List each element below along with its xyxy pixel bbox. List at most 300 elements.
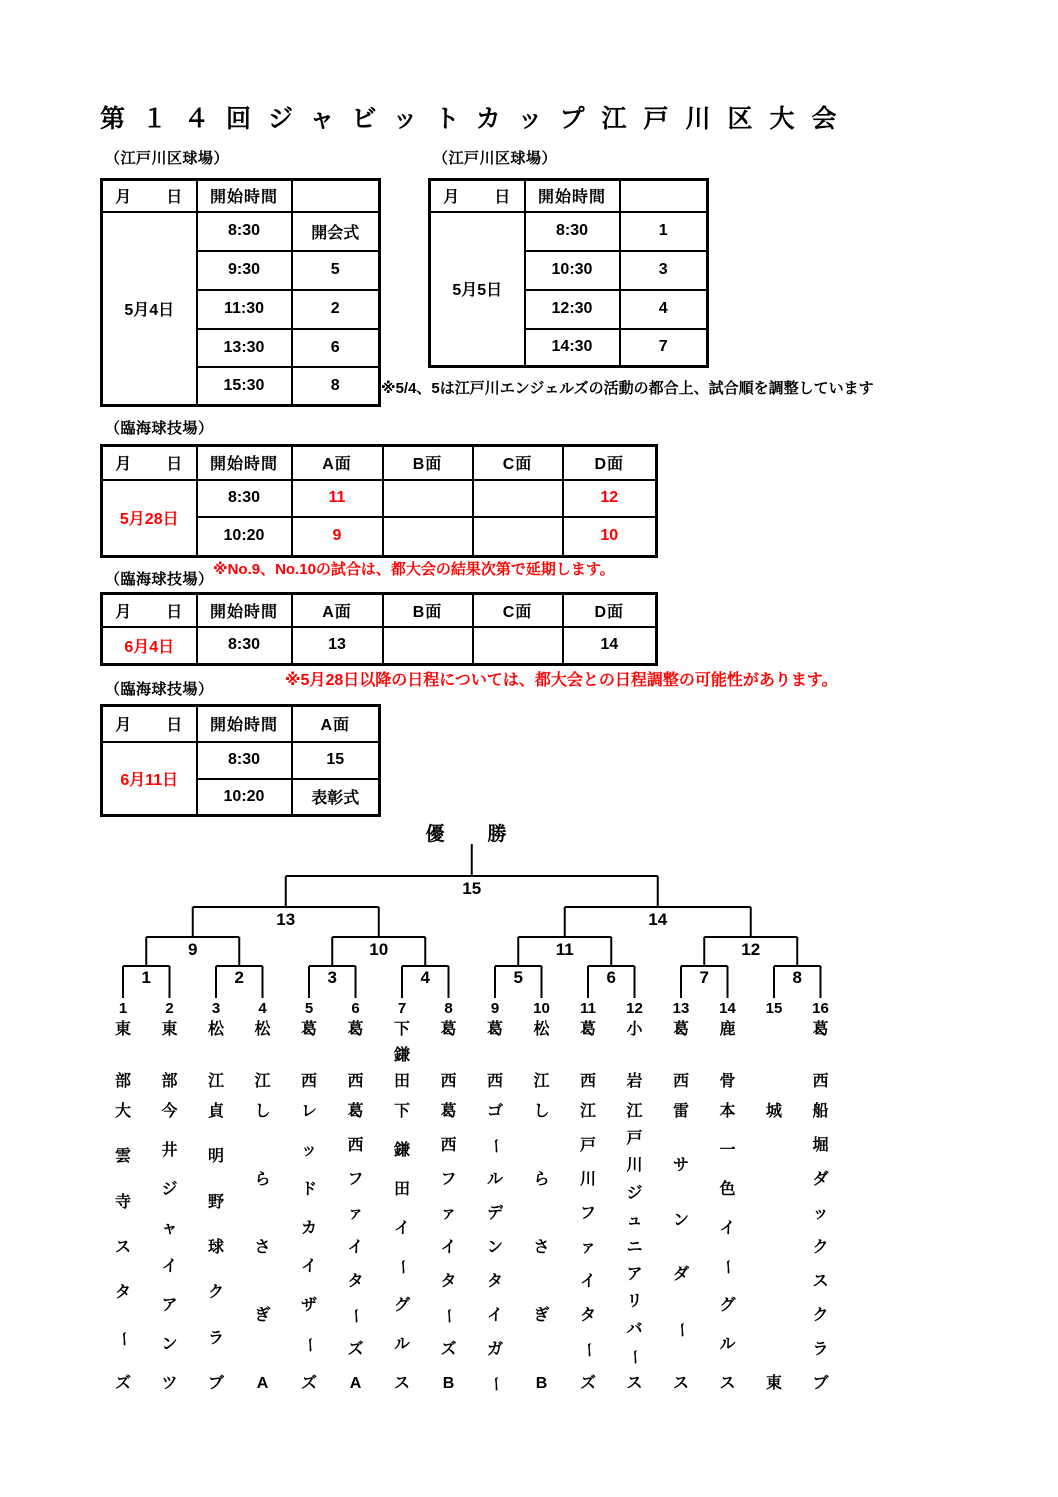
slot-number: 12 [626, 1000, 643, 1017]
team-name [624, 1104, 646, 1392]
team-name-char: ガ [486, 1341, 503, 1358]
team-name-char: 船 [812, 1103, 829, 1120]
team-name-char: ス [393, 1374, 410, 1392]
table-row [102, 480, 657, 517]
schedule-table-1 [100, 178, 381, 407]
game-number-cell: 表彰式 [292, 779, 380, 816]
column-header: D面 [563, 594, 657, 627]
team-name-char: A [256, 1375, 269, 1392]
team-name-char: 江 [533, 1073, 550, 1090]
team-region [252, 1022, 274, 1090]
team-name-char: 江 [579, 1103, 596, 1120]
team-name-char: 井 [161, 1141, 178, 1159]
team-name-char: ズ [114, 1374, 131, 1392]
team-name-char: 葛 [440, 1103, 457, 1120]
team-name-char: 鎌 [393, 1047, 410, 1064]
team-name-char: 葛 [812, 1021, 829, 1038]
match-number-semifinal: 14 [648, 910, 668, 929]
team-name [484, 1104, 506, 1392]
team-name-char: ァ [347, 1205, 364, 1222]
team-name-char: ツ [161, 1374, 178, 1392]
team-name-char: ー [486, 1375, 504, 1393]
match-number-round1: 3 [327, 968, 337, 987]
column-header [292, 180, 380, 212]
team-name-char: 川 [579, 1171, 596, 1188]
match-number-quarterfinal: 10 [369, 940, 389, 959]
team-name-char: サ [672, 1157, 689, 1175]
slot-number: 3 [211, 1000, 221, 1017]
team-name [717, 1104, 739, 1392]
team-name-char: 堀 [812, 1137, 829, 1154]
team-name [438, 1104, 460, 1392]
game-number-cell: 13 [292, 627, 383, 665]
team-name-char: ゴ [486, 1103, 503, 1120]
team-name-char: タ [486, 1273, 503, 1290]
team-name [159, 1104, 181, 1392]
team-name-char: ア [626, 1266, 643, 1284]
game-number-cell [383, 627, 473, 665]
team-name-char: 葛 [672, 1021, 689, 1038]
team-name-char: ッ [300, 1141, 317, 1159]
team-name-char: ァ [579, 1239, 596, 1256]
column-header: 月 日 [102, 706, 197, 742]
team-name-char: 西 [579, 1073, 596, 1090]
game-number-cell: 14 [563, 627, 657, 665]
slot-number: 10 [533, 1000, 550, 1017]
game-number-cell: 10 [563, 517, 657, 557]
team-name-char: カ [300, 1219, 317, 1237]
team-name-char: ュ [626, 1211, 643, 1229]
game-number-cell [473, 627, 563, 665]
team-name-char: 松 [533, 1021, 550, 1038]
venue-label-5: （臨海球技場） [105, 681, 214, 698]
team-name-char: イ [161, 1258, 178, 1276]
team-name-char: デ [486, 1205, 503, 1222]
team-name-char: 野 [207, 1193, 224, 1211]
team-name-char: イ [393, 1219, 410, 1237]
time-cell: 11:30 [197, 290, 292, 329]
team-name-char: ぎ [254, 1307, 271, 1324]
time-cell: 8:30 [525, 212, 620, 251]
team-name-char: 西 [347, 1137, 364, 1154]
slot-number: 6 [351, 1000, 360, 1017]
match-number-round1: 8 [792, 968, 802, 987]
team-name-char: タ [347, 1273, 364, 1290]
team-name-char: ズ [440, 1341, 457, 1358]
team-name-char: タ [440, 1273, 457, 1290]
team-name-char: イ [440, 1239, 457, 1256]
game-number-cell: 11 [292, 480, 383, 517]
time-cell: 13:30 [197, 329, 292, 367]
column-header: 月 日 [102, 446, 197, 480]
team-name-char: 西 [486, 1073, 503, 1090]
team-name-char: 江 [254, 1073, 271, 1090]
slot-number: 2 [165, 1000, 174, 1017]
team-name-char: 大 [114, 1103, 131, 1120]
game-number-cell [383, 517, 473, 557]
team-name-char: ら [533, 1171, 550, 1188]
team-name-char: 西 [812, 1073, 829, 1090]
team-name-char: ク [812, 1307, 829, 1324]
team-name-char: 骨 [719, 1073, 736, 1090]
team-name [205, 1104, 227, 1392]
team-name-char: ー [579, 1341, 597, 1359]
game-number-cell: 8 [292, 367, 380, 406]
team-name-char: ー [719, 1259, 737, 1276]
team-name [531, 1104, 553, 1392]
team-name-char: 下 [393, 1021, 410, 1038]
team-name-char: 一 [719, 1141, 736, 1159]
table-row [102, 627, 657, 665]
match-number-round1: 6 [606, 968, 616, 987]
column-header: C面 [473, 594, 563, 627]
slot-number: 9 [490, 1000, 500, 1017]
team-name-char: ら [254, 1171, 271, 1188]
team-name-char: ダ [812, 1171, 829, 1188]
table-row [102, 742, 380, 779]
team-name-char: 本 [719, 1103, 736, 1120]
team-name-char: ン [161, 1336, 178, 1354]
team-name-char: タ [579, 1307, 596, 1324]
table-header-row [102, 706, 380, 742]
match-number-quarterfinal: 9 [188, 940, 198, 959]
team-name-char: 戸 [579, 1137, 596, 1154]
column-header: B面 [383, 594, 473, 627]
team-name-char: 田 [393, 1180, 410, 1198]
team-name-char: タ [114, 1284, 131, 1302]
team-name-char: ス [114, 1238, 131, 1256]
team-name-char: 色 [719, 1180, 736, 1198]
time-cell: 10:20 [197, 517, 292, 557]
team-name-char: ド [300, 1180, 317, 1198]
venue-label-2: （江戸川区球場） [433, 150, 558, 167]
time-cell: 8:30 [197, 480, 292, 517]
team-region [484, 1022, 506, 1090]
game-number-cell: 4 [620, 290, 708, 329]
team-name [252, 1104, 274, 1392]
team-name-char: ァ [440, 1205, 457, 1222]
schedule-table-5 [100, 704, 381, 817]
match-number-final: 15 [462, 879, 482, 898]
team-name-char: ー [300, 1337, 318, 1354]
date-cell: 6月4日 [102, 627, 197, 665]
team-region [717, 1022, 739, 1090]
venue-label-3: （臨海球技場） [105, 420, 214, 437]
team-name [391, 1104, 413, 1392]
team-name-char: 岩 [626, 1073, 643, 1090]
table-row [430, 212, 708, 251]
team-name-char: し [254, 1103, 271, 1120]
team-name-char: 鎌 [393, 1141, 410, 1159]
team-name-char: ー [393, 1259, 411, 1276]
schedule-table-3 [100, 444, 658, 558]
team-name-char: イ [347, 1239, 364, 1256]
schedule-table-2 [428, 178, 709, 368]
schedule-table-4 [100, 592, 658, 666]
time-cell: 10:30 [525, 251, 620, 290]
team-name-char: 球 [207, 1238, 224, 1256]
team-name-char: ス [719, 1374, 736, 1392]
match-number-round1: 4 [420, 968, 430, 987]
team-name-char: 城 [765, 1103, 782, 1120]
team-name-char: 雷 [672, 1103, 689, 1120]
time-cell: 9:30 [197, 251, 292, 290]
team-name-char: ー [672, 1321, 690, 1338]
team-name [763, 1104, 785, 1392]
team-name-char: ー [114, 1330, 132, 1347]
team-name-char: リ [626, 1293, 643, 1311]
team-name-char: ル [393, 1336, 410, 1354]
team-name-char: 今 [161, 1103, 178, 1120]
column-header [620, 180, 708, 212]
time-cell: 8:30 [197, 212, 292, 251]
team-name [670, 1104, 692, 1392]
slot-number: 4 [258, 1000, 267, 1017]
game-number-cell: 5 [292, 251, 380, 290]
team-name-char: 東 [161, 1021, 178, 1038]
team-name-char: 葛 [440, 1021, 457, 1038]
column-header: D面 [563, 446, 657, 480]
team-region [670, 1022, 692, 1090]
time-cell: 14:30 [525, 329, 620, 367]
team-name-char: 川 [626, 1157, 643, 1175]
team-name-char: 葛 [300, 1021, 317, 1038]
team-name-char: ス [626, 1374, 643, 1392]
team-name-char: 江 [207, 1073, 224, 1090]
team-name [810, 1104, 832, 1392]
team-name-char: 小 [626, 1021, 643, 1038]
team-name-char: バ [626, 1320, 643, 1338]
team-name-char: 明 [207, 1148, 224, 1166]
slot-number: 7 [397, 1000, 407, 1017]
time-cell: 10:20 [197, 779, 292, 816]
team-region [624, 1022, 646, 1090]
team-name-char: ブ [207, 1374, 224, 1392]
team-name-char: ャ [161, 1219, 178, 1237]
game-number-cell: 7 [620, 329, 708, 367]
page-title: 第１４回ジャビットカップ江戸川区大会 [100, 105, 854, 133]
team-region [345, 1022, 367, 1090]
note-schedule-adjust: ※5月28日以降の日程については、都大会との日程調整の可能性があります。 [285, 672, 838, 689]
team-name-char: さ [533, 1239, 550, 1256]
slot-number: 1 [118, 1000, 128, 1017]
team-name-char: 田 [393, 1073, 410, 1090]
team-name-char: 東 [114, 1021, 131, 1038]
team-name-char: イ [486, 1307, 503, 1324]
team-name-char: ダ [672, 1266, 689, 1284]
team-region [577, 1022, 599, 1090]
team-name-char: 葛 [486, 1021, 503, 1038]
column-header: 月 日 [102, 180, 197, 212]
team-name-char: ブ [812, 1375, 829, 1392]
team-name-char: グ [719, 1297, 736, 1315]
game-number-cell: 1 [620, 212, 708, 251]
team-name-char: 寺 [114, 1193, 131, 1211]
team-region [205, 1022, 227, 1090]
team-name-char: 雲 [114, 1148, 131, 1166]
column-header: 開始時間 [197, 594, 292, 627]
match-number-semifinal: 13 [276, 910, 296, 929]
team-name-char: 西 [440, 1073, 457, 1090]
team-name-char: ク [207, 1284, 224, 1302]
table-header-row [102, 446, 657, 480]
match-number-round1: 1 [141, 968, 151, 987]
team-name-char: 部 [114, 1073, 131, 1090]
match-number-quarterfinal: 12 [741, 940, 761, 959]
team-name-char: ザ [300, 1297, 317, 1315]
team-name-char: 葛 [579, 1021, 596, 1038]
team-name-char: ス [672, 1374, 689, 1392]
match-number-round1: 2 [234, 968, 244, 987]
team-name-char: イ [719, 1219, 736, 1237]
team-name-char: 東 [765, 1375, 782, 1392]
venue-label-4: （臨海球技場） [105, 571, 214, 588]
column-header: 開始時間 [197, 446, 292, 480]
slot-number: 14 [719, 1000, 736, 1017]
team-name-char: 貞 [207, 1103, 224, 1120]
team-name-char: 下 [393, 1103, 410, 1120]
venue-label-1: （江戸川区球場） [105, 150, 230, 167]
team-name-char: ぎ [533, 1307, 550, 1324]
column-header: A面 [292, 706, 380, 742]
slot-number: 13 [672, 1000, 690, 1017]
team-name-char: B [442, 1375, 455, 1392]
team-region [810, 1022, 832, 1090]
time-cell: 12:30 [525, 290, 620, 329]
team-name-char: A [349, 1375, 362, 1392]
team-name-char: ー [347, 1307, 365, 1325]
team-name-char: 江 [626, 1103, 643, 1120]
column-header: 開始時間 [197, 180, 292, 212]
column-header: A面 [292, 594, 383, 627]
game-number-cell: 9 [292, 517, 383, 557]
slot-number: 5 [304, 1000, 314, 1017]
team-name-char: 鹿 [719, 1021, 736, 1038]
team-name-char: ン [672, 1211, 689, 1229]
team-name-char: ズ [579, 1375, 596, 1392]
game-number-cell: 2 [292, 290, 380, 329]
team-name-char: 葛 [347, 1103, 364, 1120]
team-name-char: ル [486, 1171, 503, 1188]
team-name-char: 葛 [347, 1021, 364, 1038]
team-region [112, 1022, 134, 1090]
team-name-char: イ [579, 1273, 596, 1290]
team-name-char: ア [161, 1297, 178, 1315]
team-region [438, 1022, 460, 1090]
team-region [391, 1022, 413, 1090]
game-number-cell: 開会式 [292, 212, 380, 251]
column-header: A面 [292, 446, 383, 480]
team-region [531, 1022, 553, 1090]
column-header: 月 日 [430, 180, 525, 212]
team-name-char: フ [347, 1171, 364, 1188]
game-number-cell [473, 517, 563, 557]
team-name-char: 部 [161, 1073, 178, 1090]
note-game-order: ※5/4、5は江戸川エンジェルズの活動の都合上、試合順を調整しています [381, 380, 874, 397]
column-header: B面 [383, 446, 473, 480]
date-cell: 5月5日 [430, 212, 525, 367]
team-name-char: グ [393, 1297, 410, 1315]
team-name-char: 西 [347, 1073, 364, 1090]
column-header: 月 日 [102, 594, 197, 627]
game-number-cell: 12 [563, 480, 657, 517]
match-number-quarterfinal: 11 [555, 940, 574, 959]
date-cell: 5月4日 [102, 212, 197, 406]
team-name-char: ス [812, 1273, 829, 1290]
slot-number: 8 [444, 1000, 453, 1017]
column-header: C面 [473, 446, 563, 480]
team-name-char: ラ [207, 1329, 224, 1347]
game-number-cell [383, 480, 473, 517]
team-name-char: ジ [626, 1184, 643, 1202]
slot-number: 16 [812, 1000, 829, 1017]
team-name [345, 1104, 367, 1392]
team-region [298, 1022, 320, 1090]
team-name-char: 松 [254, 1021, 271, 1038]
team-name-char: レ [300, 1103, 317, 1120]
team-name-char: フ [579, 1205, 596, 1222]
team-region [159, 1022, 181, 1090]
team-name-char: ク [812, 1239, 829, 1256]
team-name-char: し [533, 1103, 550, 1120]
column-header: 開始時間 [525, 180, 620, 212]
game-number-cell [473, 480, 563, 517]
game-number-cell: 6 [292, 329, 380, 367]
team-name-char: ル [719, 1336, 736, 1354]
team-name-char: ー [440, 1307, 458, 1325]
team-name-char: 戸 [626, 1130, 643, 1148]
team-name-char: ジ [161, 1180, 178, 1198]
table-header-row [430, 180, 708, 212]
team-name-char: ー [626, 1348, 644, 1365]
team-name-char: 西 [440, 1137, 457, 1154]
match-number-round1: 5 [513, 968, 523, 987]
team-name-char: 西 [300, 1073, 317, 1090]
team-name-char: フ [440, 1171, 457, 1188]
slot-number: 11 [580, 1000, 596, 1017]
team-name-char: ッ [812, 1205, 829, 1222]
time-cell: 8:30 [197, 627, 292, 665]
team-name [298, 1104, 320, 1392]
note-postpone: ※No.9、No.10の試合は、都大会の結果次第で延期します。 [213, 561, 615, 578]
team-name [112, 1104, 134, 1392]
slot-number: 15 [765, 1000, 783, 1017]
team-name-char: B [535, 1375, 548, 1392]
champion-label: 優 勝 [425, 824, 519, 845]
team-name-char: ー [486, 1137, 504, 1155]
date-cell: 6月11日 [102, 742, 197, 816]
game-number-cell: 3 [620, 251, 708, 290]
date-cell: 5月28日 [102, 480, 197, 557]
table-header-row [102, 180, 380, 212]
team-name-char: ズ [347, 1341, 364, 1358]
column-header: 開始時間 [197, 706, 292, 742]
team-name-char: 西 [672, 1073, 689, 1090]
team-name-char: ラ [812, 1341, 829, 1358]
table-row [102, 212, 380, 251]
team-name-char: さ [254, 1239, 271, 1256]
team-name [577, 1104, 599, 1392]
time-cell: 15:30 [197, 367, 292, 406]
game-number-cell: 15 [292, 742, 380, 779]
match-number-round1: 7 [699, 968, 709, 987]
team-name-char: ズ [300, 1374, 317, 1392]
team-name-char: イ [300, 1258, 317, 1276]
team-name-char: ニ [626, 1238, 643, 1256]
time-cell: 8:30 [197, 742, 292, 779]
table-header-row [102, 594, 657, 627]
team-name-char: ン [486, 1239, 503, 1256]
